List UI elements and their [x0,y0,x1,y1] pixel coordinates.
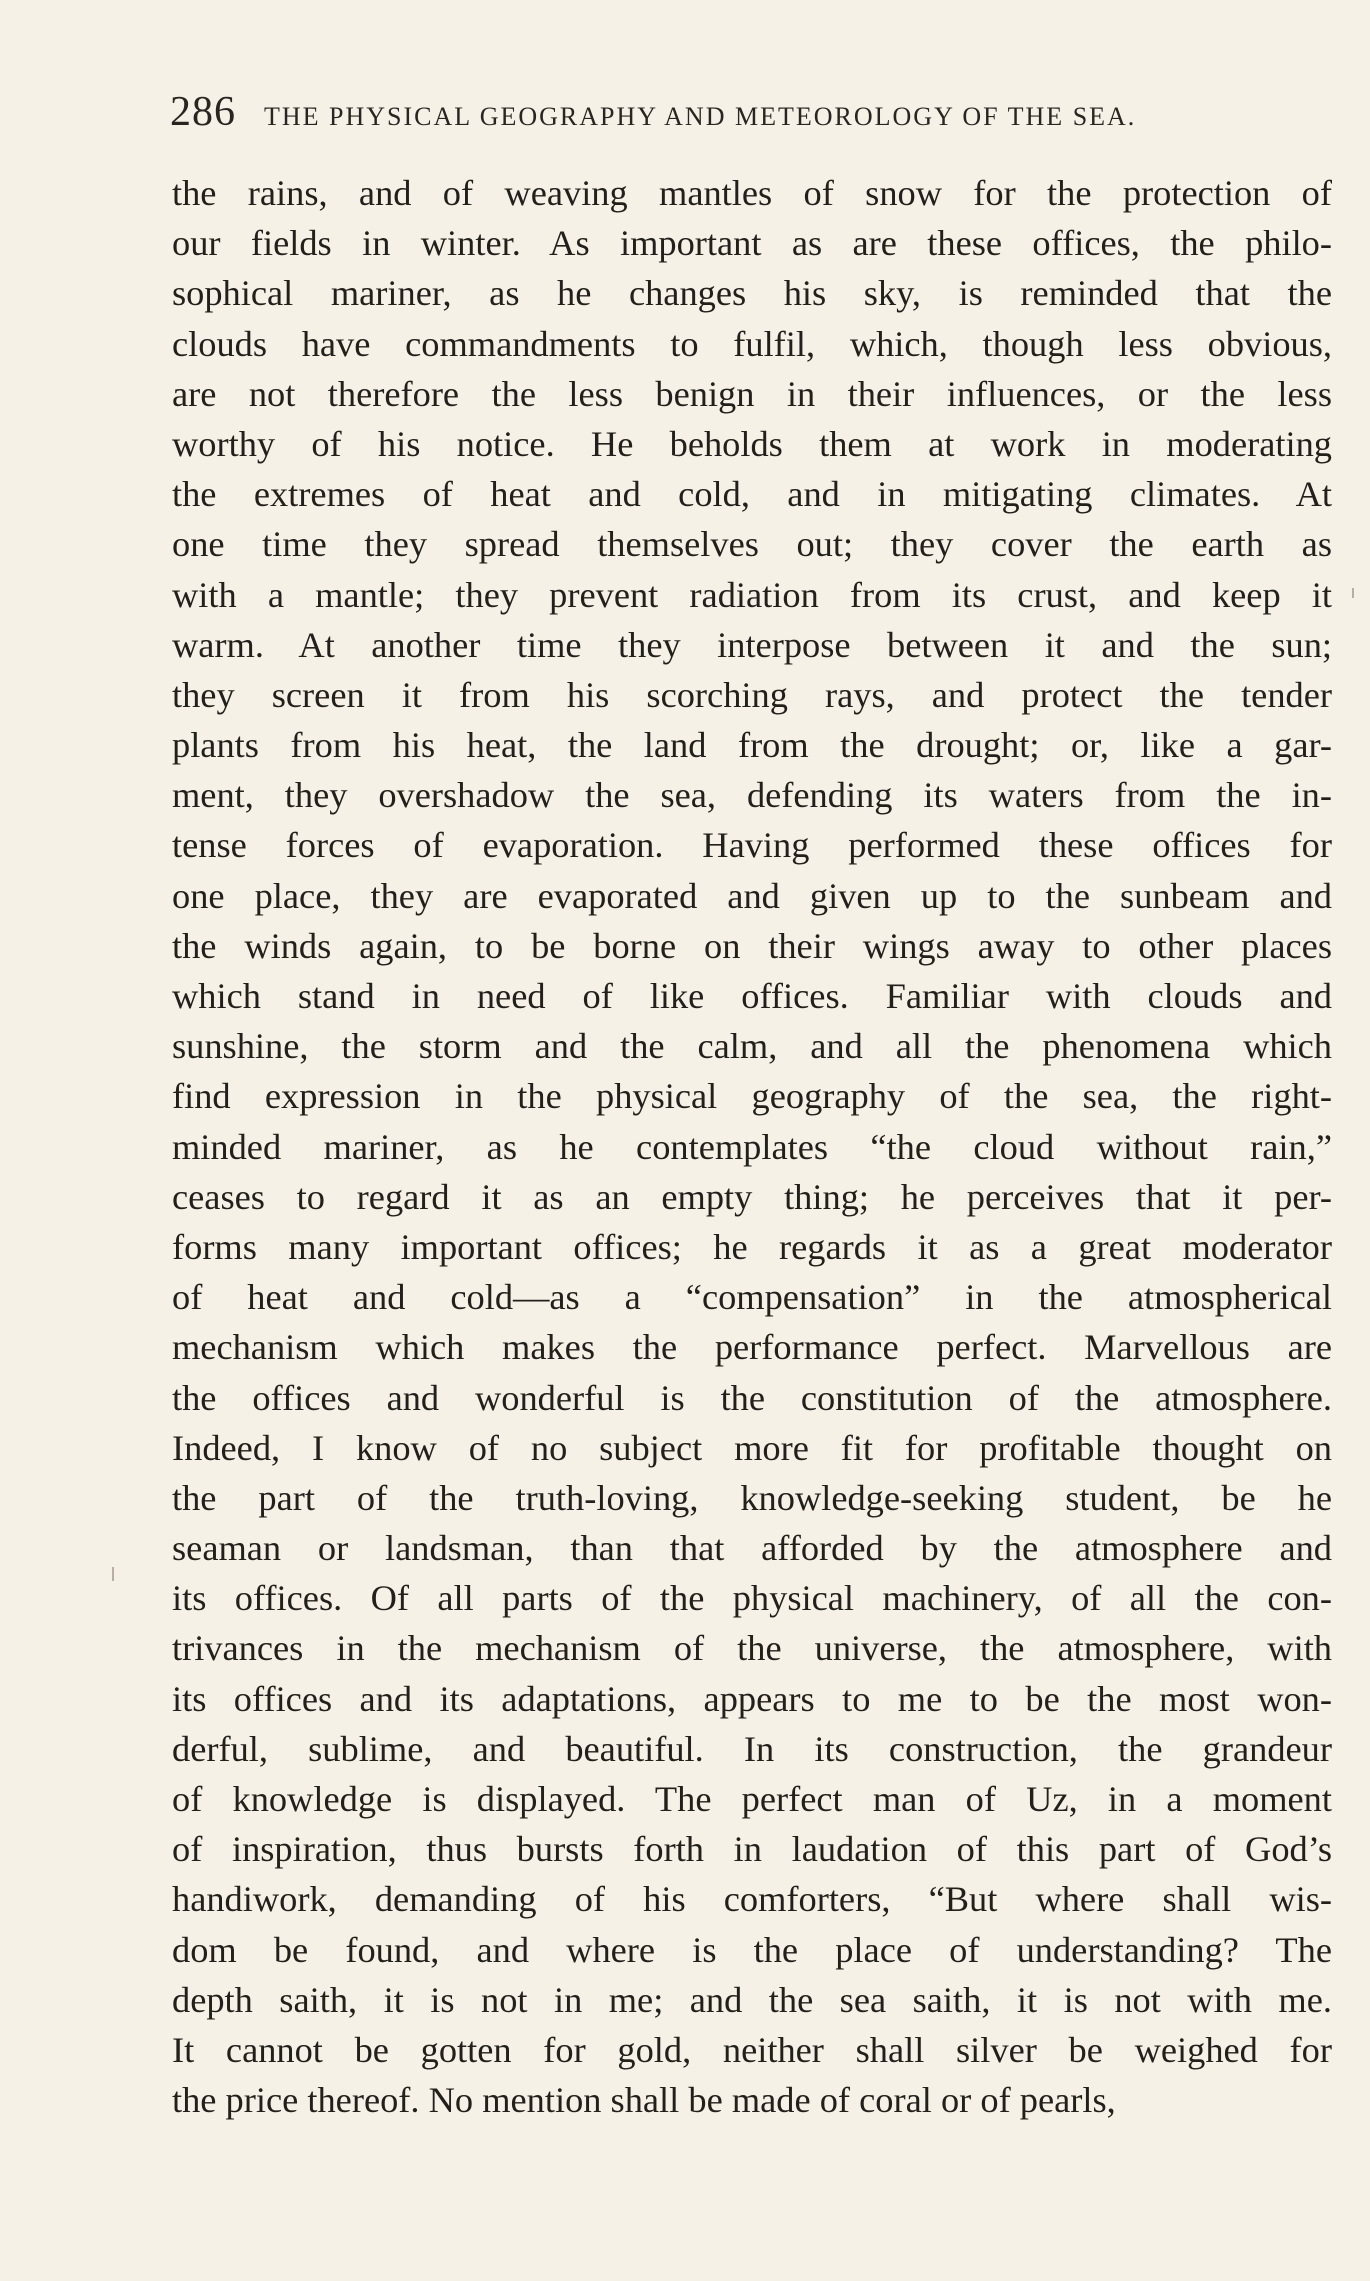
text-line: warm. At another time they interpose between it and the sun; [172,624,1332,665]
text-line: the rains, and of weaving mantles of snow for the protection of [172,173,1332,213]
text-line: with a mantle; they prevent radiation from its crust, and keep it [172,574,1332,615]
text-line: our fields in winter. As important as are these offices, the philo- [172,223,1332,264]
body-text [172,168,1332,2125]
text-line: one time they spread themselves out; they cover the earth as [172,524,1332,565]
text-line: It cannot be gotten for gold, neither shall silver be weighed for [172,2029,1332,2070]
text-line: plants from his heat, the land from the drought; or, like a gar- [172,725,1332,766]
text-line: forms many important offices; he regards it as a great moderator [172,1226,1332,1267]
text-line: the price thereof. No mention shall be made of coral or of pearls, [172,2080,1116,2121]
page-number: 286 [170,89,236,135]
text-line: of inspiration, thus bursts forth in laudation of this part of God’s [172,1829,1332,1870]
text-line: clouds have commandments to fulfil, which, though less obvious, [172,323,1332,364]
text-line: the part of the truth-loving, knowledge-seeking student, be he [172,1477,1332,1518]
text-line: its offices and its adaptations, appears to me to be the most won- [172,1678,1332,1719]
text-line: the offices and wonderful is the constitution of the atmosphere. [172,1377,1332,1418]
running-title: THE PHYSICAL GEOGRAPHY AND METEOROLOGY OF THE SEA. [264,102,1137,131]
text-line: the winds again, to be borne on their wings away to other places [172,925,1332,966]
text-line: sophical mariner, as he changes his sky, is reminded that the [172,273,1332,314]
text-line: Indeed, I know of no subject more fit for profitable thought on [172,1427,1332,1468]
text-line: derful, sublime, and beautiful. In its construction, the grandeur [172,1728,1332,1769]
text-line: ment, they overshadow the sea, defending its waters from the in- [172,775,1332,816]
text-line: ceases to regard it as an empty thing; he perceives that it per- [172,1176,1332,1217]
text-line: of knowledge is displayed. The perfect man of Uz, in a moment [172,1779,1332,1819]
text-line: seaman or landsman, than that afforded by the atmosphere and [172,1528,1332,1569]
text-line: minded mariner, as he contemplates “the cloud without rain,” [172,1126,1332,1167]
text-line: dom be found, and where is the place of understanding? The [172,1929,1332,1970]
text-line: one place, they are evaporated and given up to the sunbeam and [172,875,1332,916]
text-line: the extremes of heat and cold, and in mitigating climates. At [172,474,1332,515]
text-line: depth saith, it is not in me; and the sea saith, it is not with me. [172,1979,1332,2020]
margin-speck [112,1567,114,1581]
text-line: mechanism which makes the performance perfect. Marvellous are [172,1327,1332,1368]
text-line: of heat and cold—as a “compensation” in the atmospherical [172,1277,1332,1318]
text-line: find expression in the physical geography of the sea, the right- [172,1076,1332,1117]
text-line: which stand in need of like offices. Familiar with clouds and [172,976,1332,1016]
text-line: handiwork, demanding of his comforters, “But where shall wis- [172,1879,1332,1920]
text-line: they screen it from his scorching rays, and protect the tender [172,674,1332,715]
text-line: worthy of his notice. He beholds them at work in moderating [172,423,1332,464]
text-line: its offices. Of all parts of the physical machinery, of all the con- [172,1578,1332,1619]
text-line: are not therefore the less benign in their influences, or the less [172,373,1332,414]
text-line: tense forces of evaporation. Having performed these offices for [172,825,1332,866]
text-line: sunshine, the storm and the calm, and all the phenomena which [172,1026,1332,1067]
text-line: trivances in the mechanism of the universe, the atmosphere, with [172,1628,1332,1669]
page-header [170,88,1270,148]
margin-speck [1352,588,1354,598]
